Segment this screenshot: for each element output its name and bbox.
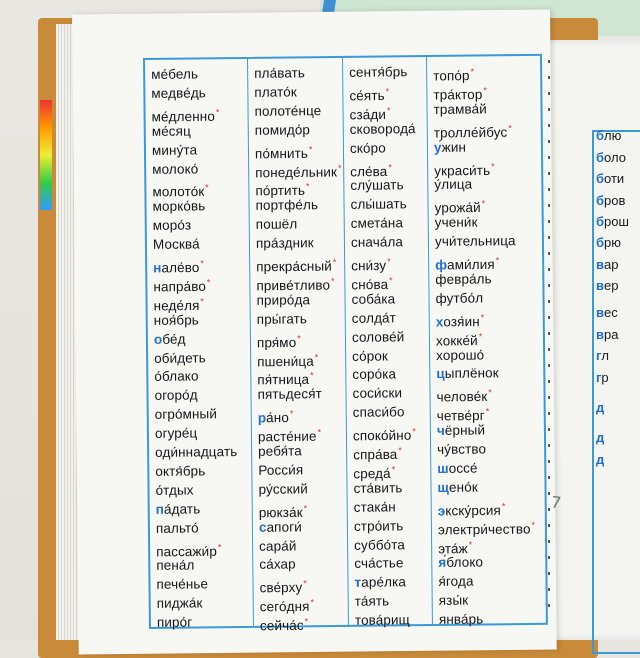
word-text: трамва́й [433, 101, 487, 117]
word-text: о́блако [154, 368, 199, 385]
word-entry [352, 366, 396, 384]
word-text: эта́ж [438, 540, 468, 556]
word-entry [151, 84, 206, 103]
word-text: морко́вь [152, 198, 206, 215]
word-text: Росси́я [258, 462, 304, 478]
word-entry [155, 462, 205, 481]
right-page-word: боло [596, 150, 626, 165]
word-entry [351, 290, 395, 308]
asterisk-mark: * [303, 502, 308, 514]
word-text: футбо́л [435, 290, 484, 306]
word-entry [152, 198, 205, 217]
asterisk-mark: * [337, 162, 342, 173]
word-text: сза́ди [349, 106, 387, 123]
word-entry [435, 270, 492, 289]
asterisk-mark: * [297, 332, 301, 343]
word-text: пры́гать [256, 310, 308, 327]
word-column-1 [145, 59, 253, 630]
word-text: ме́бель [151, 66, 199, 82]
word-entry [351, 233, 403, 252]
word-text: сле́ва [350, 163, 388, 179]
asterisk-mark: * [478, 331, 483, 342]
word-text: стро́ить [353, 517, 404, 534]
word-entry [436, 346, 484, 365]
word-entry [351, 214, 403, 233]
word-text: пря́мо [256, 334, 297, 350]
word-text: та́ять [354, 593, 390, 609]
word-entry [439, 592, 469, 610]
word-entry [434, 176, 472, 194]
word-text: урожа́й [434, 200, 481, 216]
word-text: февра́ль [435, 271, 492, 287]
asterisk-mark: * [495, 255, 500, 266]
word-text: слы́шать [350, 196, 407, 213]
right-page-word: блю [596, 128, 622, 143]
word-text: пя́тница [257, 372, 310, 388]
word-text: приро́да [256, 292, 311, 308]
word-entry [353, 479, 402, 498]
asterisk-mark: * [388, 161, 392, 172]
word-text: расте́ние [257, 428, 317, 445]
right-page-word: гл [596, 348, 610, 363]
word-text: стака́н [353, 499, 396, 515]
word-text: хозя́ин [435, 313, 480, 330]
word-entry [434, 138, 466, 156]
word-text: плато́к [254, 84, 297, 100]
word-entry [154, 387, 197, 405]
word-entry [256, 234, 314, 253]
word-entry [435, 232, 516, 251]
pencil-mark: 7 [549, 492, 563, 513]
word-entry [354, 574, 406, 593]
word-text: сейча́с [259, 617, 304, 634]
word-text: сапоги́ [258, 518, 302, 535]
asterisk-mark: * [391, 464, 396, 475]
word-text: сни́зу [351, 257, 387, 274]
word-text: я́года [438, 573, 474, 590]
asterisk-mark: * [508, 122, 512, 133]
word-text: я́блоко [438, 554, 484, 571]
asterisk-mark: * [501, 500, 506, 511]
word-text: тра́ктор [433, 86, 483, 103]
right-page-frame [592, 130, 640, 654]
word-entry [153, 236, 200, 254]
asterisk-mark: * [310, 597, 315, 608]
word-text: слу́шать [350, 177, 404, 194]
word-entry [435, 289, 483, 307]
word-entry [155, 425, 198, 443]
word-text: пассажи́р [156, 543, 217, 559]
asterisk-mark: * [310, 370, 314, 381]
asterisk-mark: * [481, 198, 486, 209]
word-text: ноя́брь [153, 312, 199, 328]
word-text: янва́рь [438, 611, 484, 628]
word-text: спаси́бо [352, 404, 405, 421]
word-entry [157, 595, 203, 613]
word-text: огоро́д [154, 387, 198, 404]
word-entry [256, 216, 298, 234]
word-entry [155, 443, 237, 462]
word-entry [258, 480, 307, 499]
word-text: ра́но [257, 410, 289, 426]
word-text: сентя́брь [349, 64, 408, 80]
word-text: пена́л [156, 557, 195, 574]
asterisk-mark: * [488, 387, 492, 398]
asterisk-mark: * [217, 541, 222, 552]
word-text: экску́рсия [437, 502, 501, 519]
binding-stitches [548, 60, 550, 620]
right-page-word: вер [596, 278, 619, 293]
word-entry [256, 291, 310, 310]
word-text: прекра́сный [256, 258, 332, 275]
word-text: ста́вить [353, 480, 403, 496]
right-page-word: гр [596, 370, 609, 385]
word-text: помидо́р [254, 121, 311, 138]
word-text: пиджа́к [156, 595, 203, 612]
word-text: молото́к [152, 184, 205, 200]
word-entry [352, 347, 388, 365]
word-text: соро́ка [352, 366, 397, 383]
word-text: са́хар [259, 556, 296, 573]
asterisk-mark: * [314, 351, 319, 362]
asterisk-mark: * [200, 258, 205, 269]
word-entry [154, 311, 199, 329]
word-text: пра́здник [255, 235, 314, 251]
word-text: молоко́ [152, 160, 199, 177]
word-table [143, 54, 548, 634]
word-text: чёрный [436, 422, 486, 439]
asterisk-mark: * [412, 426, 417, 437]
word-column-2 [247, 58, 349, 634]
word-text: моро́з [152, 217, 192, 234]
word-entry [436, 365, 499, 384]
word-entry [355, 593, 390, 611]
word-entry [435, 214, 478, 232]
word-entry [152, 141, 197, 159]
word-entry [259, 537, 297, 555]
word-text: приве́тливо [256, 277, 331, 294]
asterisk-mark: * [387, 256, 391, 267]
word-entry [438, 573, 473, 591]
word-text: спра́ва [353, 446, 398, 463]
word-entry [156, 557, 194, 575]
right-page-word: д [596, 430, 605, 445]
word-text: октя́брь [155, 463, 206, 479]
word-entry [354, 555, 404, 574]
word-entry [257, 385, 322, 404]
word-text: сча́стье [354, 555, 404, 572]
asterisk-mark: * [485, 406, 490, 417]
word-entry [151, 65, 198, 83]
word-text: соси́ски [352, 385, 403, 402]
word-text: таре́лка [354, 574, 407, 591]
word-text: ру́сский [258, 481, 308, 497]
word-entry [254, 83, 297, 101]
word-text: ме́сяц [151, 123, 191, 139]
word-entry [152, 122, 191, 140]
word-entry [349, 63, 407, 82]
word-text: па́дать [155, 501, 201, 517]
asterisk-mark: * [468, 539, 473, 550]
right-page-word: д [596, 400, 605, 415]
asterisk-mark: * [304, 616, 309, 627]
word-text: сара́й [259, 537, 297, 554]
word-text: солда́т [351, 310, 396, 326]
asterisk-mark: * [480, 312, 485, 323]
asterisk-mark: * [206, 277, 211, 288]
word-text: среда́ [353, 465, 391, 482]
asterisk-mark: * [385, 86, 390, 97]
word-text: Москва́ [152, 236, 200, 252]
right-page-word: вар [596, 257, 619, 272]
asterisk-mark: * [200, 296, 205, 307]
word-text: хокке́й [435, 332, 478, 349]
word-entry [155, 405, 217, 424]
word-entry [350, 120, 416, 139]
word-text: све́рху [259, 580, 303, 596]
word-text: солове́й [351, 328, 405, 345]
word-text: соба́ка [351, 291, 396, 307]
word-entry [352, 385, 402, 404]
asterisk-mark: * [332, 256, 337, 268]
word-text: оди́ннадцать [155, 444, 238, 460]
asterisk-mark: * [398, 445, 403, 456]
word-entry [350, 196, 406, 215]
word-text: неде́ля [153, 297, 200, 314]
word-text: сковорода́ [349, 120, 416, 137]
word-text: со́рок [352, 347, 389, 364]
asterisk-mark: * [303, 578, 307, 589]
word-entry [157, 614, 192, 632]
word-text: това́рищ [354, 612, 410, 628]
word-column-3 [342, 57, 433, 628]
word-entry [438, 554, 483, 572]
asterisk-mark: * [308, 143, 313, 154]
right-page-word: д [596, 452, 605, 467]
word-text: рюкза́к [258, 504, 303, 520]
asterisk-mark: * [470, 66, 475, 77]
word-text: учи́тельница [434, 233, 516, 250]
asterisk-mark: * [331, 275, 335, 286]
word-entry [437, 459, 477, 477]
word-entry [156, 519, 199, 537]
word-entry [437, 422, 485, 441]
word-text: пла́вать [254, 65, 306, 81]
word-text: щено́к [437, 479, 478, 495]
word-entry [155, 481, 193, 499]
word-text: шоссе́ [437, 460, 478, 476]
word-entry [350, 177, 404, 196]
word-text: пече́нье [156, 576, 209, 593]
word-text: цыплёнок [436, 365, 499, 382]
asterisk-mark: * [386, 105, 391, 116]
word-text: полоте́нце [254, 102, 322, 119]
asterisk-mark: * [483, 85, 488, 96]
word-text: напра́во [153, 278, 207, 295]
word-entry [352, 309, 396, 327]
word-entry [255, 121, 310, 140]
asterisk-mark: * [305, 181, 310, 192]
word-text: пиро́г [156, 614, 193, 630]
word-text: по́ртить [255, 183, 306, 199]
word-text: се́ять [349, 87, 385, 104]
word-text: четве́рг [436, 408, 485, 424]
right-page-word: брош [596, 214, 629, 229]
word-text: у́жин [433, 139, 467, 155]
word-text: пальто́ [155, 520, 199, 536]
word-entry [439, 611, 484, 629]
word-entry [352, 328, 405, 347]
word-text: украси́ть [434, 162, 491, 178]
word-text: оби́деть [154, 349, 206, 366]
word-entry [350, 139, 386, 157]
word-entry [154, 368, 198, 386]
asterisk-mark: * [531, 519, 536, 530]
asterisk-mark: * [317, 427, 322, 438]
word-entry [355, 611, 410, 630]
word-entry [254, 64, 305, 83]
word-text: у́лица [434, 176, 473, 193]
right-page-word: брю [596, 235, 622, 250]
word-entry [259, 518, 302, 536]
word-entry [437, 478, 477, 496]
right-page-word: вра [596, 327, 619, 342]
word-entry [259, 556, 296, 574]
word-text: челове́к [436, 389, 488, 405]
word-text: по́мнить [254, 145, 309, 161]
word-text: сего́дня [259, 598, 310, 615]
word-text: чу́вство [437, 441, 487, 457]
word-text: пошёл [255, 216, 298, 233]
word-entry [154, 349, 206, 368]
asterisk-mark: * [215, 106, 220, 118]
asterisk-mark: * [389, 275, 393, 286]
word-text: обе́д [153, 331, 186, 347]
word-entry [433, 100, 486, 119]
word-text: учени́к [434, 214, 478, 231]
word-text: фами́лия [435, 256, 495, 273]
word-entry [354, 517, 404, 536]
word-entry [258, 461, 303, 479]
word-text: мину́та [151, 142, 198, 158]
word-entry [153, 217, 192, 235]
word-text: сно́ва [351, 276, 389, 293]
word-text: медве́дь [151, 85, 206, 101]
word-entry [156, 500, 201, 518]
word-column-4 [426, 56, 547, 628]
word-text: ребя́та [258, 443, 302, 459]
word-text: электри́чество [437, 521, 531, 538]
word-text: нале́во [153, 259, 200, 276]
word-entry [254, 102, 321, 121]
word-text: пятьдеся́т [257, 386, 322, 403]
asterisk-mark: * [205, 182, 209, 193]
right-page-word: боти [596, 171, 625, 186]
word-text: споко́йно [352, 427, 412, 444]
word-text: тролле́йбус [433, 124, 508, 141]
word-text: огуре́ц [154, 425, 198, 441]
word-text: снача́ла [350, 234, 404, 250]
word-entry [437, 440, 486, 459]
word-entry [156, 576, 208, 595]
word-text: понеде́льник [255, 163, 338, 180]
word-entry [257, 310, 307, 329]
word-text: огро́мный [154, 406, 218, 423]
word-entry [260, 612, 309, 635]
word-text: ско́ро [349, 140, 386, 156]
asterisk-mark: * [289, 408, 294, 419]
word-entry [255, 196, 318, 215]
word-text: топо́р [433, 68, 470, 84]
word-entry [353, 403, 405, 422]
word-text: портфе́ль [255, 197, 319, 214]
word-text: ме́дленно [151, 108, 215, 125]
word-text: смета́на [350, 215, 404, 232]
asterisk-mark: * [491, 160, 495, 171]
word-entry [354, 536, 405, 555]
word-entry [354, 498, 396, 516]
word-text: суббо́та [354, 536, 406, 553]
right-page-word: бров [596, 193, 626, 208]
word-text: о́тдых [155, 482, 194, 498]
word-text: пшени́ца [257, 353, 314, 369]
word-entry [154, 330, 186, 348]
word-text: язы́к [438, 592, 469, 609]
word-entry [152, 160, 198, 178]
right-page-word: вес [596, 305, 618, 320]
word-entry [258, 442, 302, 460]
word-text: хорошо́ [436, 346, 485, 363]
rainbow-strip [40, 100, 52, 210]
